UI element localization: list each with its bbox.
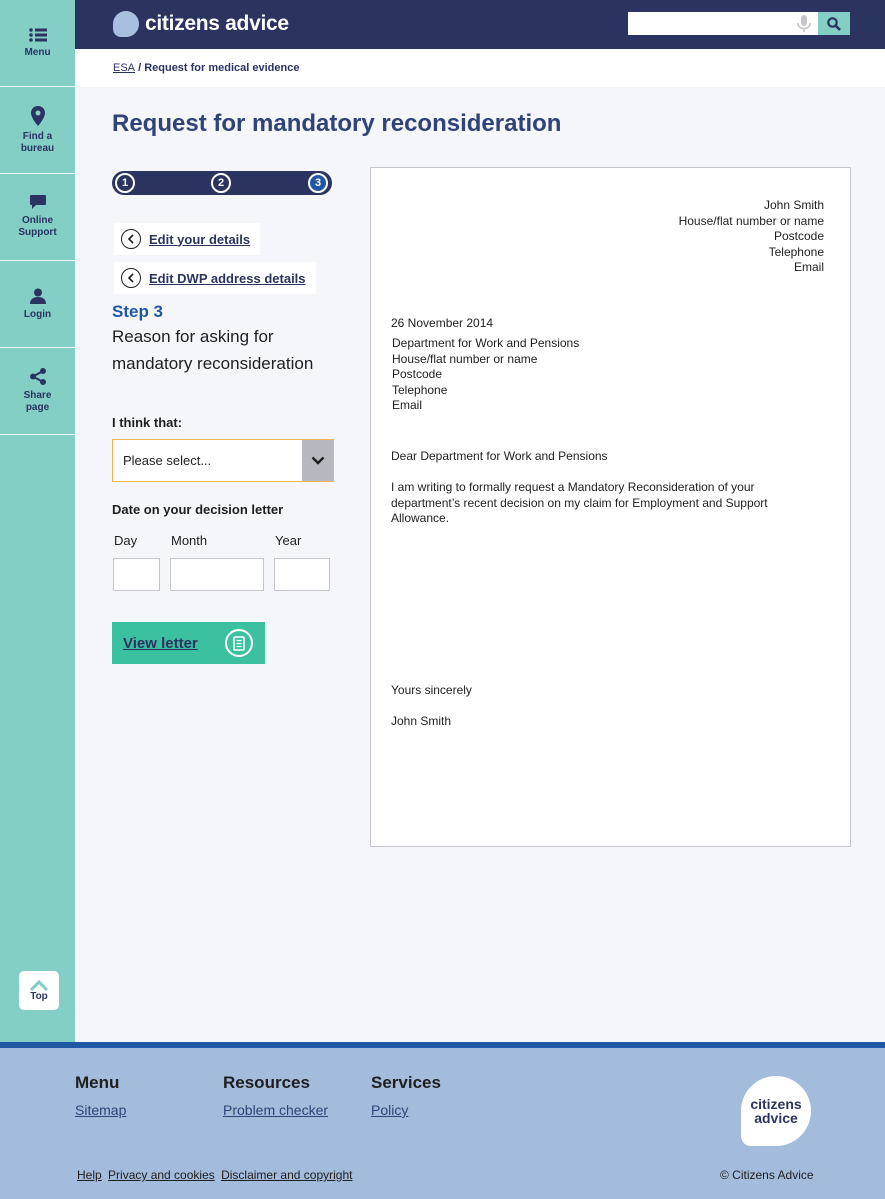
footer-link-disclaimer[interactable]: Disclaimer and copyright	[221, 1168, 353, 1182]
footer-heading: Resources	[223, 1073, 310, 1092]
chevron-down-icon	[302, 440, 333, 481]
footer-logo[interactable]	[741, 1076, 811, 1146]
year-input[interactable]	[274, 558, 330, 591]
sender-line: Email	[793, 260, 824, 274]
recipient-line: Postcode	[392, 367, 443, 381]
footer-link-privacy[interactable]: Privacy and cookies	[108, 1168, 215, 1182]
search-input[interactable]	[628, 12, 818, 35]
sidebar-item-login[interactable]	[0, 261, 75, 348]
footer-link-help[interactable]: Help	[77, 1168, 102, 1182]
sidebar-item-menu[interactable]	[0, 0, 75, 87]
day-label: Day	[114, 533, 138, 548]
site-footer	[0, 1042, 885, 1199]
progress-step-3: 3	[308, 173, 328, 193]
progress-bar	[112, 171, 332, 195]
chat-bubble-icon	[30, 195, 46, 210]
footer-logo-line: citizens	[750, 1096, 802, 1112]
edit-your-details-label: Edit your details	[149, 231, 251, 247]
sidebar-item-label: Menu	[24, 46, 51, 58]
chevron-left-icon	[121, 229, 141, 249]
footer-link-policy[interactable]: Policy	[371, 1102, 409, 1118]
i-think-that-label: I think that:	[112, 415, 183, 430]
month-label: Month	[171, 533, 208, 548]
sender-address	[679, 198, 824, 276]
edit-your-details-link[interactable]	[114, 223, 260, 255]
letter-date: 26 November 2014	[391, 316, 494, 330]
letter-preview	[370, 167, 851, 847]
sidebar-item-label: Find a bureau	[20, 130, 55, 154]
footer-bottom-links	[77, 1168, 355, 1182]
sidebar-item-find-bureau[interactable]	[0, 87, 75, 174]
footer-heading: Services	[371, 1073, 441, 1092]
letter-salutation: Dear Department for Work and Pensions	[391, 449, 608, 463]
step-description: Reason for asking for mandatory reconsideration	[112, 327, 314, 373]
edit-dwp-address-link[interactable]	[114, 262, 316, 294]
recipient-line: House/flat number or name	[392, 351, 538, 366]
recipient-line: Email	[392, 398, 423, 412]
letter-signature: John Smith	[391, 714, 452, 728]
progress-step-1: 1	[115, 173, 135, 193]
letter-body: I am writing to formally request a Mandatory Reconsideration of your department’s recent decision on my claim for Employment and Support Allowance.	[391, 480, 768, 525]
location-pin-icon	[31, 106, 45, 126]
sidebar-item-online-support[interactable]	[0, 174, 75, 261]
sidebar	[0, 0, 75, 1043]
footer-logo-line: advice	[754, 1110, 798, 1126]
brand-name: citizens advice	[145, 12, 289, 35]
footer-link-sitemap[interactable]: Sitemap	[75, 1102, 127, 1118]
reason-select[interactable]	[112, 439, 334, 482]
chevron-up-icon	[29, 980, 49, 991]
menu-icon	[29, 28, 47, 42]
sender-line: House/flat number or name	[678, 213, 824, 228]
footer-column-menu	[75, 1073, 126, 1120]
site-header	[75, 0, 885, 49]
letter-closing: Yours sincerely	[391, 683, 472, 697]
view-letter-button[interactable]	[112, 622, 265, 664]
sender-line: Telephone	[768, 244, 824, 259]
sidebar-item-label: Share page	[23, 390, 52, 413]
recipient-line: Telephone	[392, 382, 448, 397]
sender-line: Postcode	[773, 229, 824, 243]
sidebar-item-label: Online Support	[18, 215, 57, 238]
search-button[interactable]	[818, 12, 850, 35]
step-label: Step 3	[112, 302, 164, 321]
back-to-top-label: Top	[30, 990, 48, 1002]
chevron-left-icon	[121, 268, 141, 288]
sender-line: John Smith	[763, 198, 824, 212]
copyright: © Citizens Advice	[720, 1168, 814, 1182]
sidebar-item-label: Login	[23, 308, 52, 320]
breadcrumb-bar	[75, 49, 885, 87]
day-input[interactable]	[113, 558, 160, 591]
footer-heading: Menu	[75, 1073, 120, 1092]
breadcrumb	[113, 62, 299, 74]
view-letter-label: View letter	[123, 634, 198, 652]
month-input[interactable]	[170, 558, 264, 591]
document-icon	[225, 629, 253, 657]
microphone-icon[interactable]	[797, 15, 811, 33]
year-label: Year	[275, 533, 302, 548]
breadcrumb-current: Request for medical evidence	[144, 62, 300, 74]
reason-select-value: Please select...	[123, 453, 212, 468]
user-icon	[30, 288, 46, 304]
footer-column-services	[371, 1073, 441, 1120]
edit-dwp-address-label: Edit DWP address details	[149, 270, 306, 286]
breadcrumb-separator: /	[135, 62, 145, 74]
page-title: Request for mandatory reconsideration	[112, 110, 562, 137]
decision-date-label: Date on your decision letter	[112, 502, 284, 517]
back-to-top-button[interactable]	[19, 971, 59, 1010]
share-icon	[30, 368, 46, 385]
logo-bubble-icon	[113, 11, 139, 37]
progress-step-2: 2	[211, 173, 231, 193]
search-icon	[827, 17, 841, 31]
brand-logo[interactable]	[113, 11, 289, 37]
recipient-address	[392, 336, 579, 414]
breadcrumb-link-esa[interactable]: ESA	[113, 62, 136, 74]
sidebar-item-share-page[interactable]	[0, 348, 75, 435]
footer-link-problem-checker[interactable]: Problem checker	[223, 1102, 329, 1118]
recipient-line: Department for Work and Pensions	[392, 336, 580, 350]
footer-column-resources	[223, 1073, 328, 1120]
